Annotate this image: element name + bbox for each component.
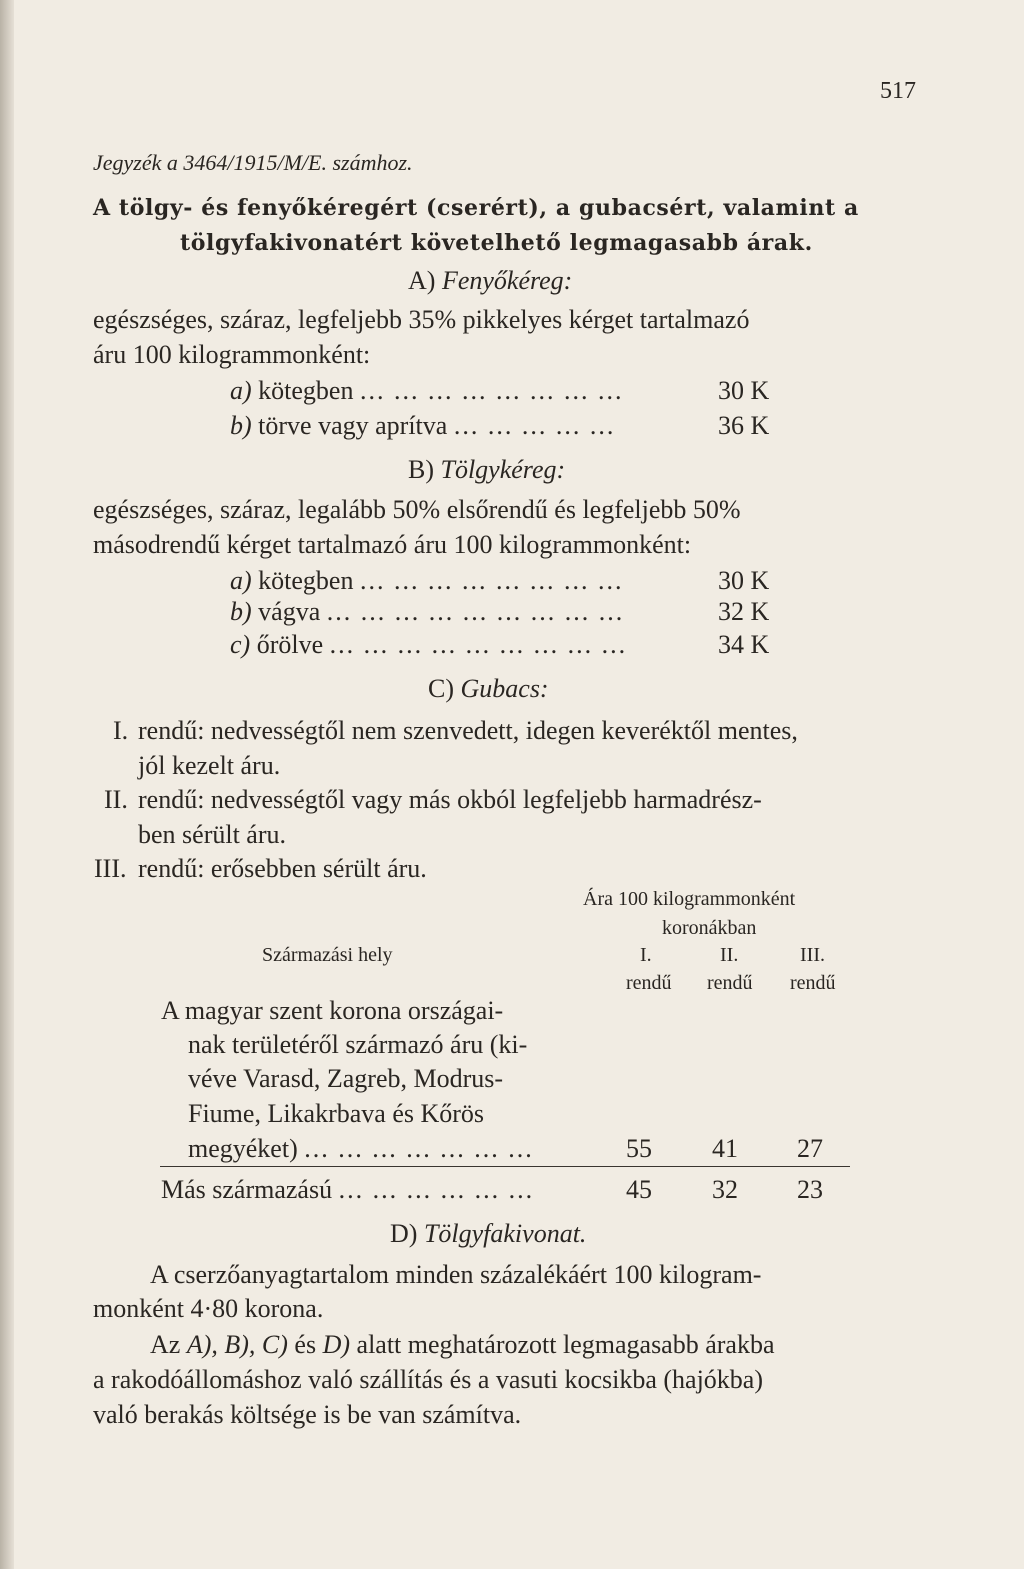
class-3-num: III. (94, 854, 127, 883)
class-2-line-1: rendű: nedvességtől vagy más okból legfeljebb harmadrész- (138, 785, 762, 814)
section-b-item-a: a) kötegben ... ... ... ... ... ... ... ... (230, 566, 624, 595)
class-1-line-1: rendű: nedvességtől nem szenvedett, idegen keveréktől mentes, (138, 716, 798, 745)
price-header-line-1: Ára 100 kilogrammonként (583, 888, 796, 910)
col-header-2: II. (720, 944, 739, 966)
section-a-item-b: b) törve vagy aprítva ... ... ... ... ... (230, 411, 616, 440)
section-b-item-c: c) őrölve ... ... ... ... ... ... ... ... ... (230, 630, 628, 659)
row-1-value-1: 55 (626, 1134, 652, 1163)
section-a-item-a-price: 30 K (718, 376, 770, 405)
section-d-para-1-line-2: monként 4·80 korona. (93, 1294, 324, 1323)
section-a-item-a: a) kötegben ... ... ... ... ... ... ... ... (230, 376, 624, 405)
class-1-line-2: jól kezelt áru. (138, 751, 281, 780)
row-1-origin-line-3: véve Varasd, Zagreb, Modrus- (188, 1064, 504, 1093)
price-header-line-2: koronákban (662, 917, 757, 939)
class-2-num: II. (104, 785, 128, 814)
page-number: 517 (880, 78, 916, 104)
class-3-line-1: rendű: erősebben sérült áru. (138, 854, 427, 883)
section-a-desc-1: egészséges, száraz, legfeljebb 35% pikkelyes kérget tartalmazó (93, 305, 750, 334)
section-d-para-1-line-1: A cserzőanyagtartalom minden százalékáért 100 kilogram- (150, 1260, 762, 1289)
col-sub-3: rendű (790, 972, 836, 994)
row-1-origin-line-1: A magyar szent korona országai- (161, 996, 504, 1025)
section-b-desc-1: egészséges, száraz, legalább 50% elsőrendű és legfeljebb 50% (93, 495, 741, 524)
row-1-origin-line-4: Fiume, Likakrbava és Kőrös (188, 1099, 485, 1128)
section-d-title: D) Tölgyfakivonat. (390, 1219, 587, 1248)
row-1-value-3: 27 (797, 1134, 823, 1163)
section-d-para-2-line-3: való berakás költsége is be van számítva. (93, 1400, 522, 1429)
section-b-item-b: b) vágva ... ... ... ... ... ... ... ... ... (230, 597, 625, 626)
section-a-desc-2: áru 100 kilogrammonként: (93, 340, 371, 369)
section-a-title: A) Fenyőkéreg: (408, 266, 573, 295)
section-b-item-a-price: 30 K (718, 566, 770, 595)
row-2-value-3: 23 (797, 1175, 823, 1204)
row-1-origin-line-2: nak területéről származó áru (ki- (188, 1030, 528, 1059)
section-d-para-2-line-2: a rakodóállomáshoz való szállítás és a vasuti kocsikba (hajókba) (93, 1365, 764, 1394)
heading-line-2: tölgyfakivonatért követelhető legmagasabb árak. (180, 230, 813, 256)
section-b-item-b-price: 32 K (718, 597, 770, 626)
section-b-title: B) Tölgykéreg: (408, 455, 566, 484)
document-reference: Jegyzék a 3464/1915/M/E. számhoz. (93, 150, 413, 175)
col-sub-2: rendű (707, 972, 753, 994)
section-d-para-2-line-1: Az A), B), C) és D) alatt meghatározott legmagasabb árakba (150, 1330, 775, 1359)
class-1-num: I. (113, 716, 129, 745)
col-header-1: I. (640, 944, 652, 966)
section-b-desc-2: másodrendű kérget tartalmazó áru 100 kilogrammonként: (93, 530, 692, 559)
row-2-origin: Más származású ... ... ... ... ... ... (161, 1175, 535, 1204)
section-b-item-c-price: 34 K (718, 630, 770, 659)
origin-header: Származási hely (262, 944, 393, 966)
table-divider (160, 1166, 850, 1167)
section-a-item-b-price: 36 K (718, 411, 770, 440)
row-1-origin-line-5: megyéket) ... ... ... ... ... ... ... (188, 1134, 534, 1163)
class-2-line-2: ben sérült áru. (138, 820, 287, 849)
section-c-title: C) Gubacs: (428, 674, 549, 703)
col-header-3: III. (800, 944, 825, 966)
heading-line-1: A tölgy- és fenyőkéregért (cserért), a gubacsért, valamint a (93, 195, 859, 221)
col-sub-1: rendű (626, 972, 672, 994)
row-1-value-2: 41 (712, 1134, 738, 1163)
row-2-value-2: 32 (712, 1175, 738, 1204)
row-2-value-1: 45 (626, 1175, 652, 1204)
